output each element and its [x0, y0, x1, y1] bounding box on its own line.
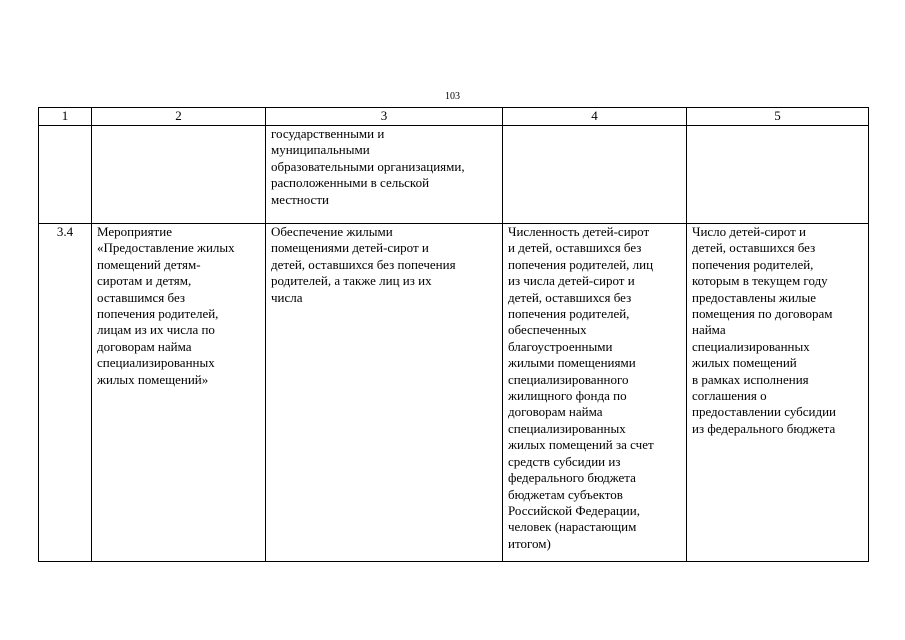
- cell-text-line: специализированных: [692, 338, 810, 354]
- cell-number: [39, 126, 92, 224]
- table-row: [39, 126, 869, 224]
- cell-text-line: числа: [271, 289, 303, 305]
- cell-text-line: расположенными в сельской: [271, 175, 430, 191]
- cell-text-line: жилых помещений за счет: [508, 437, 654, 453]
- cell-indicator: [503, 126, 687, 224]
- cell-text-line: помещения по договорам: [692, 306, 833, 322]
- cell-text-line: из федерального бюджета: [692, 420, 836, 436]
- cell-text-line: сиротам и детям,: [97, 273, 192, 289]
- cell-text-line: лицам из их числа по: [97, 322, 215, 338]
- cell-text-line: благоустроенными: [508, 338, 613, 354]
- header-col-2: 2: [92, 108, 266, 126]
- cell-goal: [266, 224, 503, 562]
- cell-activity: [92, 224, 266, 562]
- cell-text-line: предоставлены жилые: [692, 289, 816, 305]
- table-header-row: [39, 108, 869, 126]
- cell-text-line: Численность детей-сирот: [508, 224, 650, 239]
- cell-text-line: оставшимся без: [97, 289, 186, 305]
- cell-text-line: и детей, оставшихся без: [508, 240, 642, 256]
- cell-text-line: попечения родителей,: [97, 306, 219, 322]
- page-number: 103: [445, 91, 460, 102]
- cell-text-line: специализированных: [97, 355, 215, 371]
- cell-text-line: соглашения о: [692, 388, 767, 404]
- cell-text-line: специализированных: [508, 420, 626, 436]
- cell-text-line: попечения родителей,: [508, 306, 630, 322]
- cell-text-line: которым в текущем году: [692, 273, 828, 289]
- cell-text-line: жилых помещений»: [97, 371, 209, 387]
- cell-number: 3.4: [39, 224, 92, 562]
- cell-text-line: жилищного фонда по: [508, 388, 627, 404]
- cell-text-line: договорам найма: [97, 338, 192, 354]
- cell-activity: [92, 126, 266, 224]
- cell-indicator: [503, 224, 687, 562]
- cell-text-line: детей, оставшихся без: [508, 289, 632, 305]
- cell-text-line: помещениями детей-сирот и: [271, 240, 429, 256]
- cell-text-line: Мероприятие: [97, 224, 172, 239]
- cell-goal: [266, 126, 503, 224]
- cell-text-line: жилыми помещениями: [508, 355, 636, 371]
- cell-text-line: попечения родителей, лиц: [508, 256, 654, 272]
- cell-text-line: родителей, а также лиц из их: [271, 273, 432, 289]
- header-col-5: 5: [687, 108, 869, 126]
- cell-text-line: помещений детям-: [97, 256, 201, 272]
- cell-text-line: в рамках исполнения: [692, 371, 809, 387]
- cell-text-line: образовательными организациями,: [271, 158, 465, 174]
- cell-text-line: муниципальными: [271, 142, 370, 158]
- cell-text-line: найма: [692, 322, 726, 338]
- cell-text-line: договорам найма: [508, 404, 603, 420]
- cell-result: [687, 126, 869, 224]
- cell-text-line: Российской Федерации,: [508, 502, 640, 518]
- document-table: [38, 107, 869, 562]
- cell-text-line: детей, оставшихся без: [692, 240, 816, 256]
- cell-text-line: итогом): [508, 535, 551, 551]
- cell-text-line: специализированного: [508, 371, 629, 387]
- cell-text-line: Обеспечение жилыми: [271, 224, 393, 239]
- cell-text-line: жилых помещений: [692, 355, 797, 371]
- cell-text-line: обеспеченных: [508, 322, 587, 338]
- table-row: [39, 224, 869, 562]
- cell-result: [687, 224, 869, 562]
- header-col-4: 4: [503, 108, 687, 126]
- cell-text-line: местности: [271, 191, 329, 207]
- header-col-3: 3: [266, 108, 503, 126]
- cell-text-line: из числа детей-сирот и: [508, 273, 635, 289]
- cell-text-line: средств субсидии из: [508, 453, 621, 469]
- cell-text-line: Число детей-сирот и: [692, 224, 806, 239]
- cell-text-line: федерального бюджета: [508, 470, 636, 486]
- cell-text-line: попечения родителей,: [692, 256, 814, 272]
- cell-text-line: детей, оставшихся без попечения: [271, 256, 456, 272]
- cell-text-line: «Предоставление жилых: [97, 240, 235, 256]
- cell-text-line: человек (нарастающим: [508, 519, 637, 535]
- cell-text-line: бюджетам субъектов: [508, 486, 623, 502]
- cell-text-line: государственными и: [271, 126, 385, 141]
- header-col-1: 1: [39, 108, 92, 126]
- cell-text-line: предоставлении субсидии: [692, 404, 837, 420]
